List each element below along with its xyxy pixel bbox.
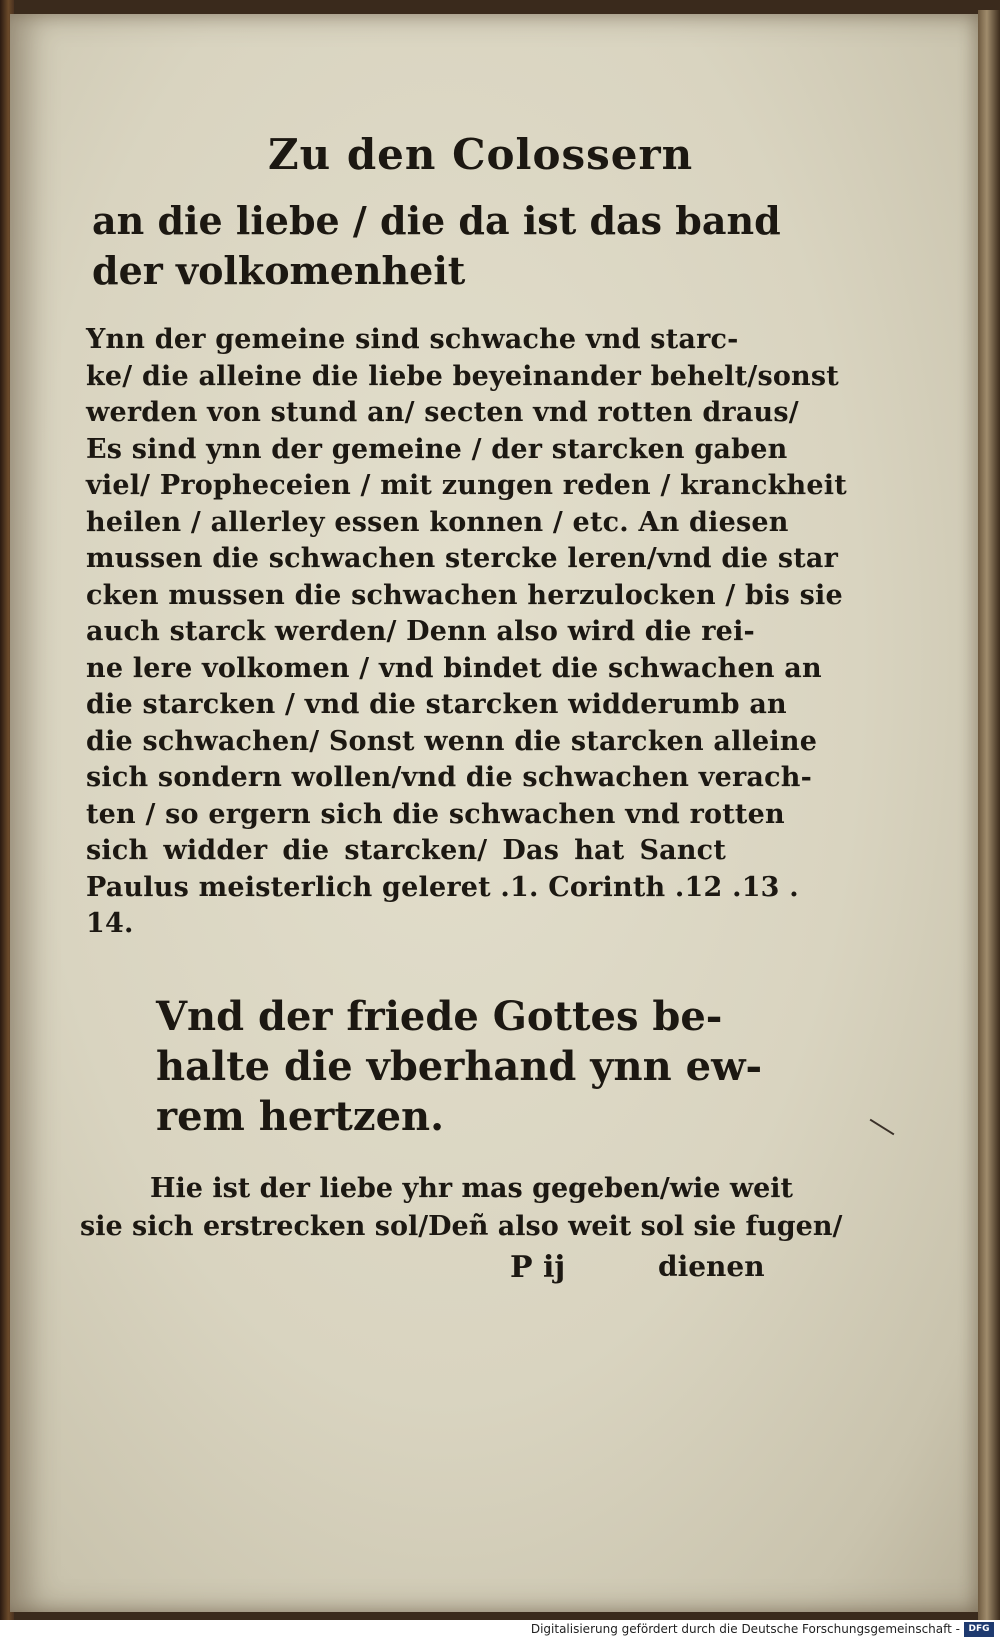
text-line: sich sondern wollen/vnd die schwachen verach- <box>86 762 812 793</box>
commentary-paragraph-1 <box>86 322 847 943</box>
running-header: Zu den Colossern <box>268 130 694 179</box>
text-line: 14. <box>86 908 134 939</box>
page-edge <box>978 10 1000 1620</box>
quote-line: an die liebe / die da ist das band <box>92 198 781 243</box>
text-line: die schwachen/ Sonst wenn die starcken alleine <box>86 725 818 757</box>
text-line: Paulus meisterlich geleret .1. Corinth .12 .13 . <box>86 871 799 903</box>
scripture-quote-1 <box>92 196 781 296</box>
text-line: mussen die schwachen stercke leren/vnd die star <box>86 543 839 574</box>
footer-credit: Digitalisierung gefördert durch die Deutsche Forschungsgemeinschaft - <box>530 1622 960 1636</box>
text-line: werden von stund an/ secten vnd rotten draus/ <box>86 397 799 428</box>
text-line: ke/ die alleine die liebe beyeinander behelt/sonst <box>86 360 839 392</box>
text-line: Hie ist der liebe yhr mas gegeben/wie weit <box>150 1173 794 1204</box>
text-line: cken mussen die schwachen herzulocken / bis sie <box>86 579 843 611</box>
catchword: dienen <box>658 1250 765 1283</box>
quote-line: rem hertzen. <box>156 1093 445 1140</box>
quote-line: Vnd der friede Gottes be- <box>156 993 723 1040</box>
text-line: sich widder die starcken/ Das hat Sanct <box>86 835 726 866</box>
text-line: viel/ Propheceien / mit zungen reden / kranckheit <box>86 470 847 501</box>
text-line: ne lere volkomen / vnd bindet die schwachen an <box>86 652 822 684</box>
text-line: ten / so ergern sich die schwachen vnd rotten <box>86 798 785 830</box>
footer-bar <box>0 1620 1000 1641</box>
text-line: heilen / allerley essen konnen / etc. An diesen <box>86 506 789 538</box>
text-line: die starcken / vnd die starcken widderumb an <box>86 689 787 720</box>
commentary-paragraph-2 <box>80 1170 843 1246</box>
signature-mark: P ij <box>510 1250 566 1285</box>
dfg-logo-icon: DFG <box>964 1622 994 1637</box>
text-line: auch starck werden/ Denn also wird die rei- <box>86 616 755 647</box>
scripture-quote-2 <box>156 992 762 1142</box>
text-line: sie sich erstrecken sol/Deñ also weit sol sie fugen/ <box>80 1211 843 1242</box>
text-line: Ynn der gemeine sind schwache vnd starc- <box>86 324 739 355</box>
quote-line: der volkomenheit <box>92 248 466 293</box>
quote-line: halte die vberhand ynn ew- <box>156 1043 763 1090</box>
text-line: Es sind ynn der gemeine / der starcken gaben <box>86 433 788 465</box>
